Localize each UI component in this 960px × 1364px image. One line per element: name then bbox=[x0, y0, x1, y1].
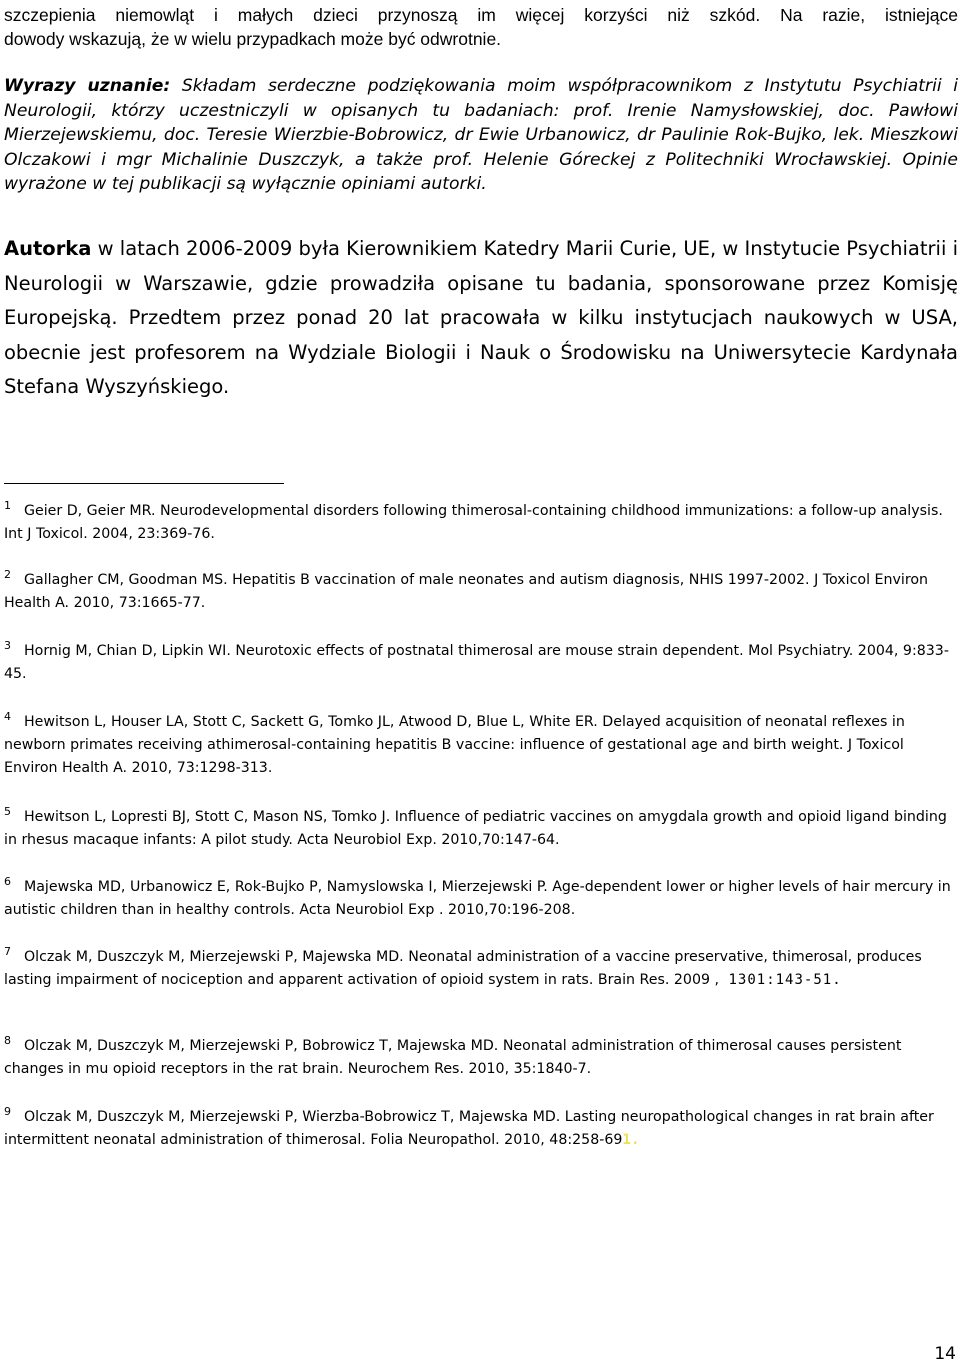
footnote-number: 1 bbox=[4, 499, 11, 512]
footnote-8 bbox=[4, 1029, 958, 1081]
footnote-text: Olczak M, Duszczyk M, Mierzejewski P, Majewska MD. Neonatal administration of a vaccine preservative, thimerosal, produces lasting impairment of nociception and apparent activation of opioid system in rats. Brain Res. 2009 , bbox=[4, 949, 922, 988]
footnote-text: Geier D, Geier MR. Neurodevelopmental disorders following thimerosal-containing childhood immunizations: a follow-up analysis. Int J Toxicol. 2004, 23:369-76. bbox=[4, 503, 943, 542]
footnote-number: 2 bbox=[4, 568, 11, 581]
acknowledgments-text: Składam serdeczne podziękowania moim współpracownikom z Instytutu Psychiatrii i Neurologii, którzy uczestniczyli w opisanych tu badaniach: prof. Irenie Namysłowskiej, doc. Pawłowi Mierzejewskiemu, doc. Teresie Wierzbie-Bobrowicz, dr Ewie Urbanowicz, dr Paulinie Rok-Bujko, lek. Mieszkowi Olczakowi i mgr Michalinie Duszczyk, a także prof. Helenie Góreckej z Politechniki Wrocławskiej. Opinie wyrażone w tej publikacji są wyłącznie opiniami autorki. bbox=[4, 76, 958, 194]
footnote-number: 4 bbox=[4, 710, 11, 723]
footnote-number: 8 bbox=[4, 1034, 11, 1047]
footnote-4 bbox=[4, 705, 958, 780]
footnote-text: Majewska MD, Urbanowicz E, Rok-Bujko P, Namyslowska I, Mierzejewski P. Age-dependent lower or higher levels of hair mercury in autistic children than in healthy controls. Acta Neurobiol Exp . 2010,70:196-208. bbox=[4, 879, 951, 918]
footnote-3 bbox=[4, 634, 958, 686]
footnote-text: Hewitson L, Houser LA, Stott C, Sackett G, Tomko JL, Atwood D, Blue L, White ER. Delayed acquisition of neonatal reflexes in newborn primates receiving athimerosal-containing hepatitis B vaccine: influence of gestational age and birth weight. J Toxicol Environ Health A. 2010, 73:1298-313. bbox=[4, 714, 905, 776]
footnote-7 bbox=[4, 940, 958, 992]
author-paragraph bbox=[4, 232, 958, 405]
footnote-9 bbox=[4, 1100, 958, 1152]
footnote-number: 5 bbox=[4, 805, 11, 818]
author-heading: Autorka bbox=[4, 237, 92, 260]
footnote-1 bbox=[4, 494, 958, 546]
footnote-number: 9 bbox=[4, 1105, 11, 1118]
footnote-number: 7 bbox=[4, 945, 11, 958]
footnote-text: Olczak M, Duszczyk M, Mierzejewski P, Bobrowicz T, Majewska MD. Neonatal administration of thimerosal causes persistent changes in mu opioid receptors in the rat brain. Neurochem Res. 2010, 35:1840-7. bbox=[4, 1038, 902, 1077]
intro-line-1: szczepienia niemowląt i małych dzieci przynoszą im więcej korzyści niż szkód. Na razie, istniejące bbox=[4, 5, 958, 25]
footnote-highlight-mark: 1. bbox=[622, 1132, 640, 1148]
footnote-text: Olczak M, Duszczyk M, Mierzejewski P, Wierzba-Bobrowicz T, Majewska MD. Lasting neuropathological changes in rat brain after intermittent neonatal administration of thimerosal. Folia Neuropathol. 2010, 48:258-69 bbox=[4, 1109, 934, 1148]
author-text: w latach 2006-2009 była Kierownikiem Katedry Marii Curie, UE, w Instytucie Psychiatrii i Neurologii w Warszawie, gdzie prowadziła opisane tu badania, sponsorowane przez Komisję Europejską. Przedtem przez ponad 20 lat pracowała w kilku instytucjach naukowych w USA, obecnie jest profesorem na Wydziale Biologii i Nauk o Środowisku na Uniwersytecie Kardynała Stefana Wyszyńskiego. bbox=[4, 237, 958, 398]
footnote-2 bbox=[4, 563, 958, 615]
footnote-text: Gallagher CM, Goodman MS. Hepatitis B vaccination of male neonates and autism diagnosis, NHIS 1997-2002. J Toxicol Environ Health A. 2010, 73:1665-77. bbox=[4, 572, 929, 611]
footnote-6 bbox=[4, 870, 958, 922]
footnote-mono-text: 1301:143-51. bbox=[719, 972, 842, 988]
acknowledgments-paragraph bbox=[4, 74, 958, 197]
footnote-text: Hewitson L, Lopresti BJ, Stott C, Mason NS, Tomko J. Influence of pediatric vaccines on amygdala growth and opioid ligand binding in rhesus macaque infants: A pilot study. Acta Neurobiol Exp. 2010,70:147-64. bbox=[4, 809, 947, 848]
footnote-number: 3 bbox=[4, 639, 11, 652]
page-number: 14 bbox=[934, 1344, 956, 1364]
intro-line-2: dowody wskazują, że w wielu przypadkach może być odwrotnie. bbox=[4, 29, 502, 49]
footnote-number: 6 bbox=[4, 875, 11, 888]
footnote-separator bbox=[4, 483, 284, 484]
acknowledgments-heading: Wyrazy uznanie: bbox=[4, 76, 171, 96]
footnote-text: Hornig M, Chian D, Lipkin WI. Neurotoxic effects of postnatal thimerosal are mouse strain dependent. Mol Psychiatry. 2004, 9:833-45. bbox=[4, 643, 949, 682]
footnote-5 bbox=[4, 800, 958, 852]
